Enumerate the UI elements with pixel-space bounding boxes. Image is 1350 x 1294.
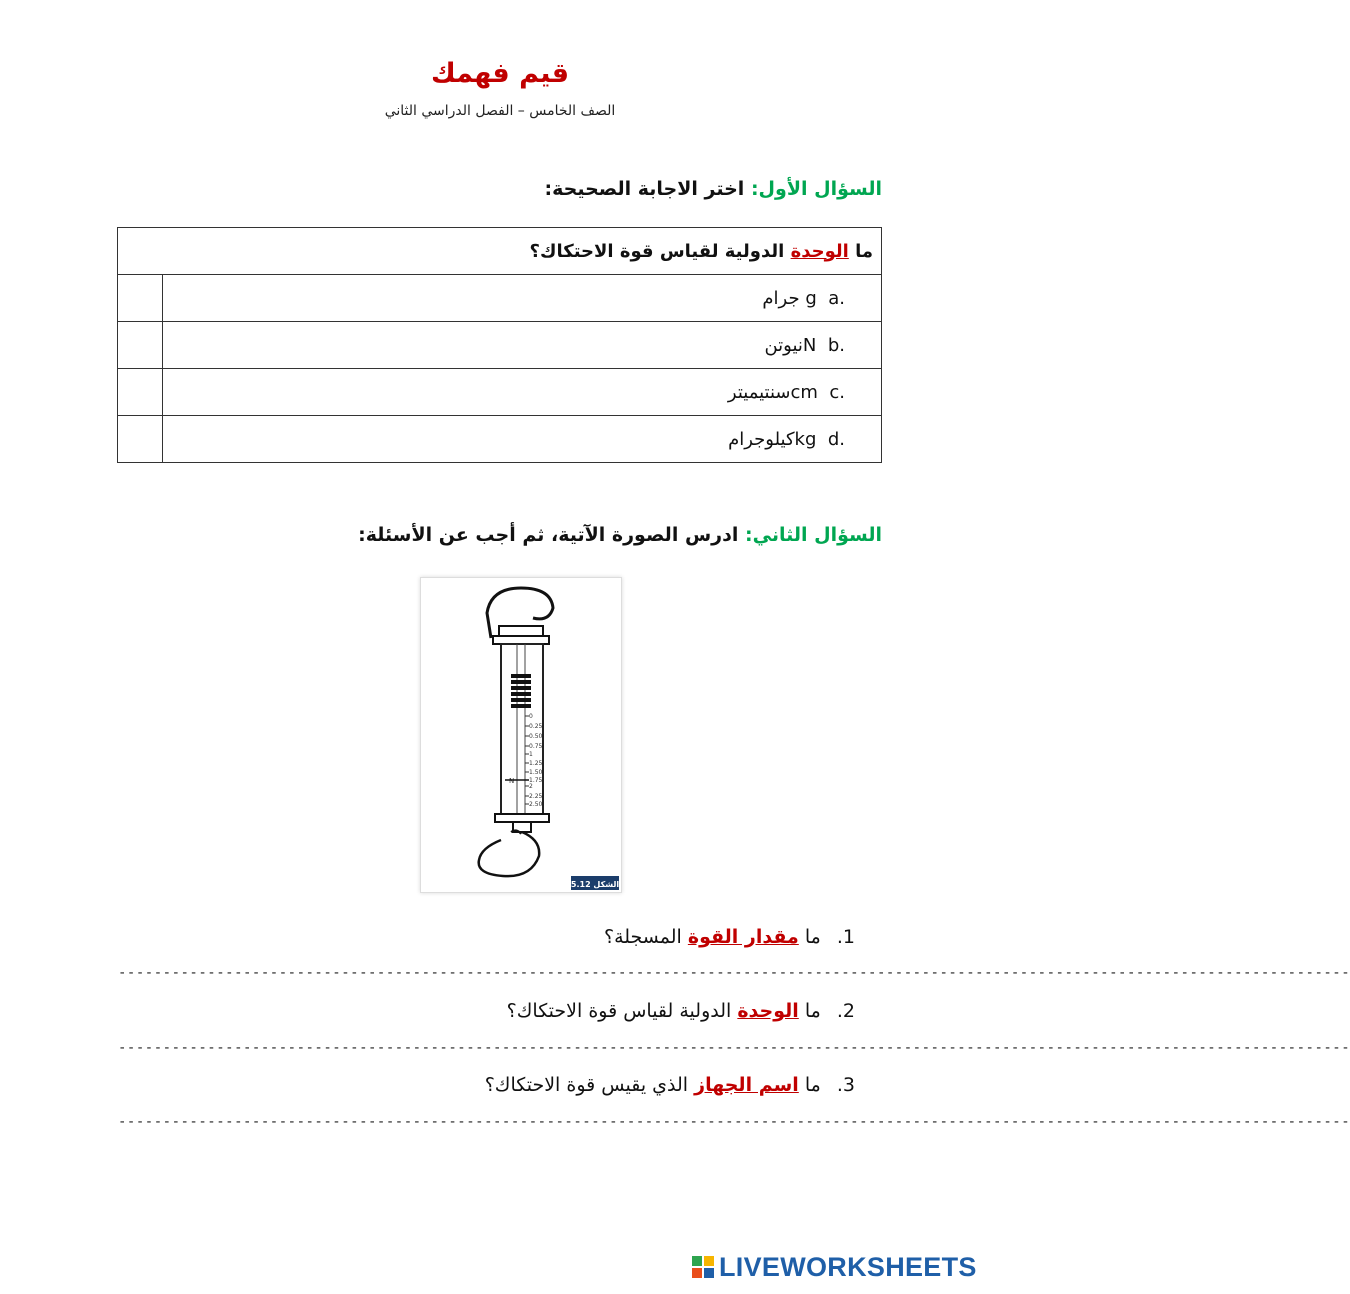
mcq-answer-box-d[interactable] <box>118 416 163 463</box>
mcq-option-c[interactable] <box>163 369 882 416</box>
mcq-option-row[interactable] <box>118 416 882 463</box>
scale-label: 0.25 <box>529 723 543 730</box>
item-start: ما <box>804 1000 821 1022</box>
item-key: الوحدة <box>737 1000 799 1022</box>
question-2-label: السؤال الثاني: <box>745 524 882 546</box>
question-item-2 <box>507 1000 855 1022</box>
item-number: 1. <box>836 926 855 948</box>
scale-label: 0.50 <box>529 733 543 740</box>
mcq-option-a[interactable] <box>163 275 882 322</box>
mcq-option-row[interactable] <box>118 369 882 416</box>
liveworksheets-logo-icon <box>692 1256 716 1284</box>
option-letter: c. <box>829 381 845 403</box>
item-key: اسم الجهاز <box>694 1074 799 1096</box>
question-1-label: السؤال الأول: <box>750 178 882 200</box>
scale-label: 1.75 <box>529 777 543 784</box>
liveworksheets-wordmark: LIVEWORKSHEETS <box>719 1252 977 1282</box>
mcq-prompt-start: ما <box>855 240 873 262</box>
unit-label: N <box>509 777 515 785</box>
scale-label: 2.50 <box>529 801 543 808</box>
option-text: جرام g <box>762 287 817 309</box>
question-item-3 <box>485 1074 855 1096</box>
question-1-instruction: اختر الاجابة الصحيحة: <box>544 178 745 200</box>
spring-scale-figure <box>420 577 622 893</box>
scale-label: 0.75 <box>529 743 543 750</box>
mcq-question-row <box>118 228 882 275</box>
scale-label: 2 <box>529 783 533 790</box>
scale-label: 1.25 <box>529 760 543 767</box>
option-text: نيوتنN <box>764 334 817 356</box>
item-start: ما <box>804 926 821 948</box>
mcq-option-row[interactable] <box>118 322 882 369</box>
option-letter: d. <box>827 428 845 450</box>
mcq-answer-box-c[interactable] <box>118 369 163 416</box>
answer-line-3[interactable]: ------------------------------------------------------------------------------------------------------------------------------------------ <box>118 1114 1350 1130</box>
mcq-option-row[interactable] <box>118 275 882 322</box>
figure-caption: الشكل 5.12 <box>570 880 620 889</box>
option-letter: b. <box>827 334 845 356</box>
worksheet-subtitle: الصف الخامس – الفصل الدراسي الثاني <box>384 103 616 119</box>
liveworksheets-logo <box>692 1250 992 1286</box>
mcq-question <box>118 228 882 275</box>
spring-scale-illustration <box>421 578 621 892</box>
scale-label: 1.50 <box>529 769 543 776</box>
mcq-option-d[interactable] <box>163 416 882 463</box>
answer-line-1[interactable]: ------------------------------------------------------------------------------------------------------------------------------------------ <box>118 965 1350 981</box>
option-letter: a. <box>828 287 845 309</box>
worksheet-title: قيم فهمك <box>430 58 570 89</box>
mcq-table <box>117 227 882 463</box>
item-end: الذي يقيس قوة الاحتكاك؟ <box>484 1074 689 1096</box>
mcq-answer-box-a[interactable] <box>118 275 163 322</box>
question-2-instruction: ادرس الصورة الآتية، ثم أجب عن الأسئلة: <box>358 524 739 546</box>
item-end: المسجلة؟ <box>603 926 682 948</box>
mcq-prompt-end: الدولية لقياس قوة الاحتكاك؟ <box>529 240 785 262</box>
item-number: 2. <box>836 1000 855 1022</box>
question-2-heading <box>358 524 882 546</box>
scale-label: 1 <box>529 751 533 758</box>
mcq-answer-box-b[interactable] <box>118 322 163 369</box>
scale-label: 0 <box>529 713 533 720</box>
option-text: سنتيميترcm <box>727 381 818 403</box>
mcq-option-b[interactable] <box>163 322 882 369</box>
question-item-1 <box>604 926 855 948</box>
mcq-prompt-key: الوحدة <box>790 240 849 262</box>
scale-label: 2.25 <box>529 793 543 800</box>
item-end: الدولية لقياس قوة الاحتكاك؟ <box>506 1000 732 1022</box>
option-text: كيلوجرامkg <box>728 428 817 450</box>
item-start: ما <box>804 1074 821 1096</box>
item-number: 3. <box>836 1074 855 1096</box>
item-key: مقدار القوة <box>687 926 799 948</box>
answer-line-2[interactable]: ------------------------------------------------------------------------------------------------------------------------------------------ <box>118 1040 1350 1056</box>
question-1-heading <box>545 178 882 200</box>
